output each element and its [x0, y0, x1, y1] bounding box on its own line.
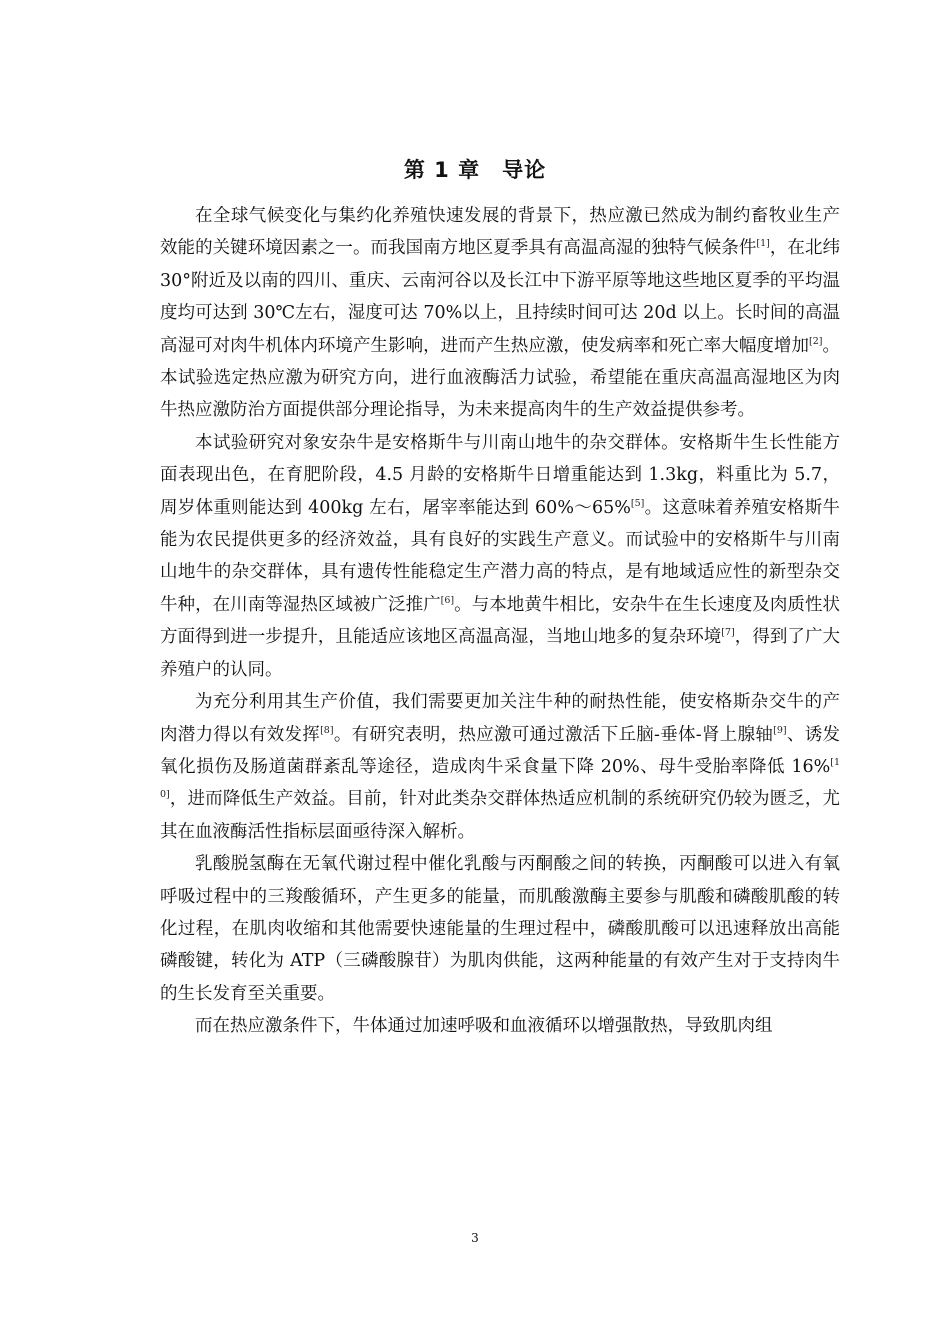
- paragraph-text: 乳酸脱氢酶在无氧代谢过程中催化乳酸与丙酮酸之间的转换，丙酮酸可以进入有氧呼吸过程中的三羧酸循环，产生更多的能量，而肌酸激酶主要参与肌酸和磷酸肌酸的转化过程，在肌肉收缩和其他需要快速能量的生理过程中，磷酸肌酸可以迅速释放出高能磷酸键，转化为 ATP（三磷酸腺苷）为肌肉供能，这两种能量的有效产生对于支持肉牛的生长发育至关重要。: [160, 854, 840, 1004]
- citation-marker: [2]: [809, 335, 823, 347]
- citation-marker: [10]: [160, 756, 840, 801]
- citation-marker: [6]: [440, 594, 455, 606]
- paragraph-text: ，在北纬 30°附近及以南的四川、重庆、云南河谷以及长江中下游平原等地这些地区夏季的平均温度均可达到 30℃左右，湿度可达 70%以上，且持续时间可达 20d 以上。长时间的高温高湿可对肉牛机体内环境产生影响，进而产生热应激，使发病率和死亡率大幅度增加: [160, 238, 841, 356]
- paragraph-text: 、诱发氧化损伤及肠道菌群紊乱等途径，造成肉牛采食量下降 20%、母牛受胎率降低 16%: [160, 724, 841, 777]
- paragraph-text: ，得到了广大养殖户的认同。: [160, 627, 841, 680]
- paragraph-text: 。这意味着养殖安格斯牛能为农民提供更多的经济效益，具有良好的实践生产意义。而试验中的安格斯牛与川南山地牛的杂交群体，具有遗传性能稳定生产潜力高的特点，是有地域适应性的新型杂交牛种，在川南等湿热区域被广泛推广: [160, 497, 840, 615]
- body-paragraph: [160, 200, 840, 427]
- body-paragraph: [160, 1010, 840, 1042]
- paragraph-text: 为充分利用其生产价值，我们需要更加关注牛种的耐热性能，使安格斯杂交牛的产肉潜力得以有效发挥: [160, 692, 840, 745]
- body-paragraph: [160, 427, 840, 686]
- body-paragraph: [160, 686, 840, 848]
- paragraph-text: 而在热应激条件下，牛体通过加速呼吸和血液循环以增强散热，导致肌肉组: [195, 1016, 773, 1037]
- paragraph-text: ，进而降低生产效益。目前，针对此类杂交群体热适应机制的系统研究仍较为匮乏，尤其在血液酶活性指标层面亟待深入解析。: [160, 789, 840, 842]
- citation-marker: [5]: [630, 497, 645, 509]
- paragraph-text: 在全球气候变化与集约化养殖快速发展的背景下，热应激已然成为制约畜牧业生产效能的关键环境因素之一。而我国南方地区夏季具有高温高湿的独特气候条件: [160, 206, 840, 259]
- paragraph-text: 本试验研究对象安杂牛是安格斯牛与川南山地牛的杂交群体。安格斯牛生长性能方面表现出色，在育肥阶段，4.5 月龄的安格斯牛日增重能达到 1.3kg，料重比为 5.7，周岁体重则能达到 400kg 左右，屠宰率能达到 60%～65%: [160, 432, 840, 518]
- paragraph-text: 。有研究表明，热应激可通过激活下丘脑-垂体-肾上腺轴: [333, 724, 774, 745]
- paragraph-text: 。本试验选定热应激为研究方向，进行血液酶活力试验，希望能在重庆高温高湿地区为肉牛热应激防治方面提供部分理论指导，为未来提高肉牛的生产效益提供参考。: [160, 335, 841, 421]
- citation-marker: [8]: [320, 724, 334, 736]
- body-text: [160, 200, 840, 1043]
- citation-marker: [1]: [756, 238, 770, 250]
- page-number: 3: [471, 1231, 479, 1245]
- citation-marker: [7]: [721, 627, 735, 639]
- paragraph-text: 。与本地黄牛相比，安杂牛在生长速度及肉质性状方面得到进一步提升，且能适应该地区高温高湿，当地山地多的复杂环境: [160, 594, 841, 648]
- chapter-title: 第 1 章 导论: [403, 158, 547, 182]
- body-paragraph: [160, 848, 840, 1010]
- citation-marker: [9]: [773, 724, 787, 736]
